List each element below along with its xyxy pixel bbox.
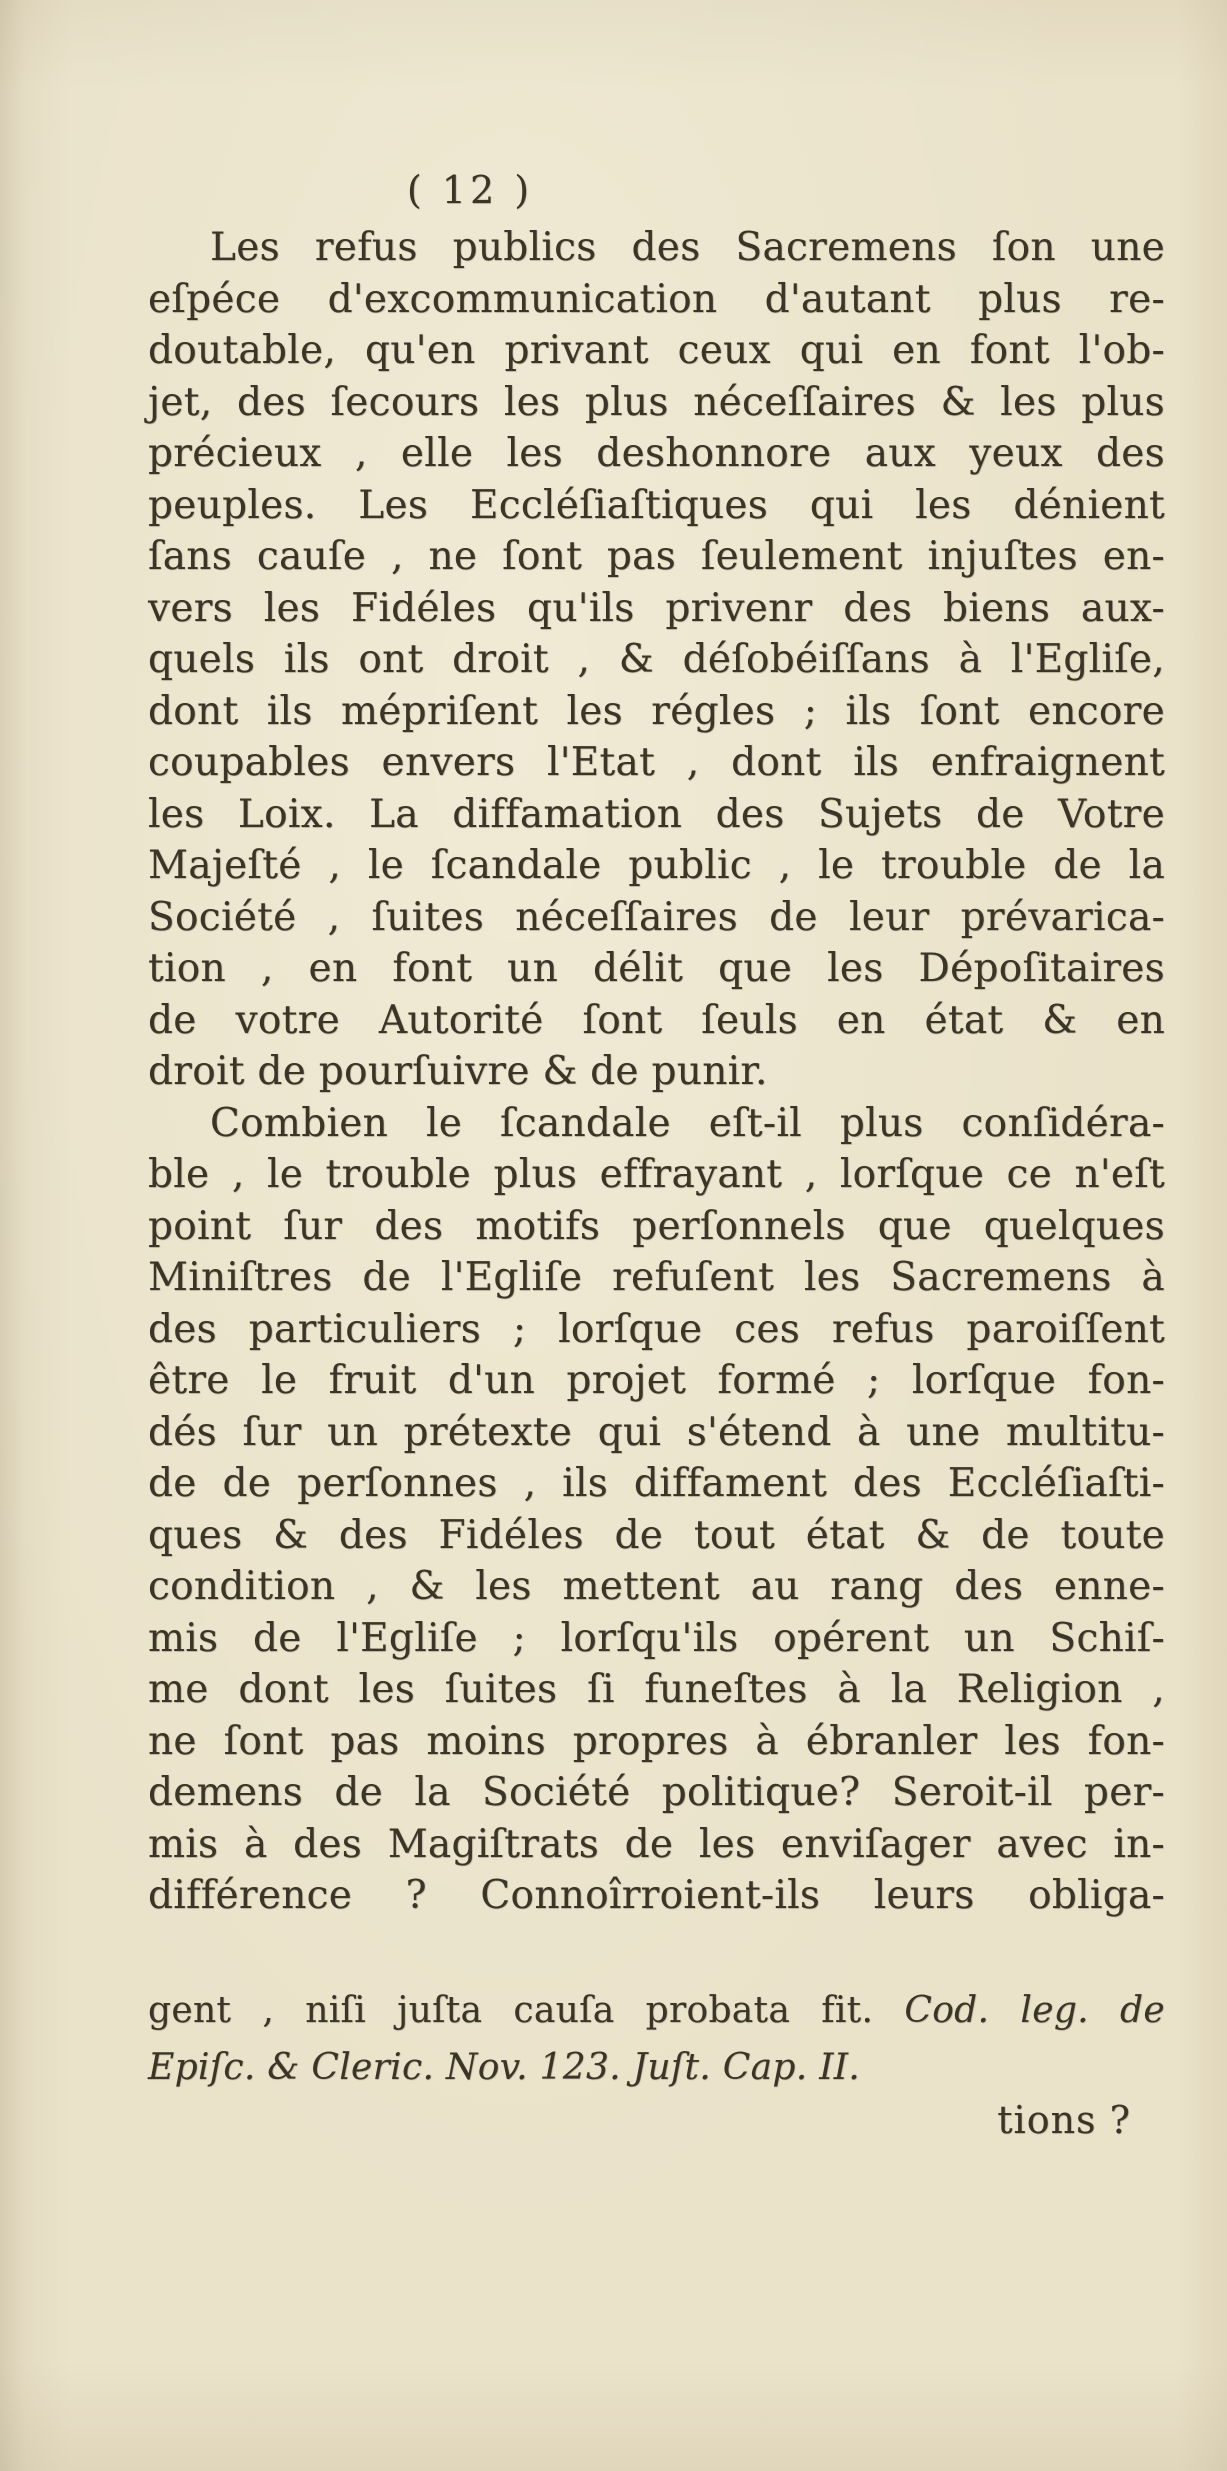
page-number: ( 12 ) xyxy=(406,168,534,212)
text-line: coupables envers l'Etat , dont ils enfraignent xyxy=(148,740,1165,785)
text-line: mis à des Magiſtrats de les enviſager avec in- xyxy=(148,1821,1165,1867)
footnote-line xyxy=(148,1982,1165,2039)
text-line: ſans cauſe , ne ſont pas ſeulement injuſtes en- xyxy=(148,534,1165,579)
text-line: précieux , elle les deshonnore aux yeux des xyxy=(148,431,1165,476)
text-line: Les refus publics des Sacremens ſon une xyxy=(210,225,1165,270)
text-line: demens de la Société politique? Seroit-il per- xyxy=(148,1770,1165,1815)
text-line: de votre Autorité ſont ſeuls en état & en xyxy=(148,997,1165,1043)
text-line: des particuliers ; lorſque ces refus paroiſſent xyxy=(148,1306,1165,1352)
text-line: de de perſonnes , ils diffament des Eccléſiaſti- xyxy=(148,1461,1165,1506)
text-line: vers les Fidéles qu'ils privenr des biens aux- xyxy=(148,585,1165,631)
footnote-citation-italic: Cod. leg. de xyxy=(904,1990,1166,2031)
text-line: être le fruit d'un projet formé ; lorſque fon- xyxy=(148,1358,1165,1403)
text-line: tion , en font un délit que les Dépoſitaires xyxy=(148,946,1165,991)
text-line: mis de l'Egliſe ; lorſqu'ils opérent un Schiſ- xyxy=(148,1615,1165,1661)
text-line: point ſur des motifs perſonnels que quelques xyxy=(148,1203,1165,1249)
text-line: Majeſté , le ſcandale public , le trouble de la xyxy=(148,843,1165,888)
footnote-latin-roman: gent , niſi juſta cauſa probata fit. xyxy=(148,1990,905,2031)
text-line: Société , ſuites néceſſaires de leur prévarica- xyxy=(148,894,1165,940)
text-line: ne ſont pas moins propres à ébranler les fon- xyxy=(148,1718,1165,1764)
text-line: Combien le ſcandale eſt-il plus conſidéra- xyxy=(210,1100,1165,1146)
text-line: ques & des Fidéles de tout état & de toute xyxy=(148,1512,1165,1558)
text-line: jet, des ſecours les plus néceſſaires & les plus xyxy=(148,379,1165,425)
text-line: quels ils ont droit , & déſobéiſſans à l'Egliſe, xyxy=(148,637,1165,682)
text-line: peuples. Les Eccléſiaſtiques qui les dénient xyxy=(148,482,1165,528)
text-line: différence ? Connoîrroient-ils leurs obliga- xyxy=(148,1873,1165,1918)
text-line: me dont les ſuites ſi funeſtes à la Religion , xyxy=(148,1667,1165,1712)
catchword: tions ? xyxy=(997,2098,1131,2142)
text-line: doutable, qu'en privant ceux qui en font l'ob- xyxy=(148,328,1165,373)
text-line: condition , & les mettent au rang des enne- xyxy=(148,1564,1165,1609)
text-line: les Loix. La diffamation des Sujets de Votre xyxy=(148,791,1165,837)
body-text xyxy=(148,222,1165,1922)
text-line: dés ſur un prétexte qui s'étend à une multitu- xyxy=(148,1409,1165,1455)
text-line: dont ils mépriſent les régles ; ils ſont encore xyxy=(148,688,1165,734)
text-line: Miniſtres de l'Egliſe refuſent les Sacremens à xyxy=(148,1255,1165,1300)
text-line: droit de pourſuivre & de punir. xyxy=(148,1049,768,1094)
text-line: eſpéce d'excommunication d'autant plus re- xyxy=(148,276,1165,322)
footnote xyxy=(148,1982,1165,2096)
footnote-line: Epiſc. & Cleric. Nov. 123. Juſt. Cap. II. xyxy=(148,2047,860,2088)
text-line: ble , le trouble plus effrayant , lorſque ce n'eſt xyxy=(148,1152,1165,1197)
